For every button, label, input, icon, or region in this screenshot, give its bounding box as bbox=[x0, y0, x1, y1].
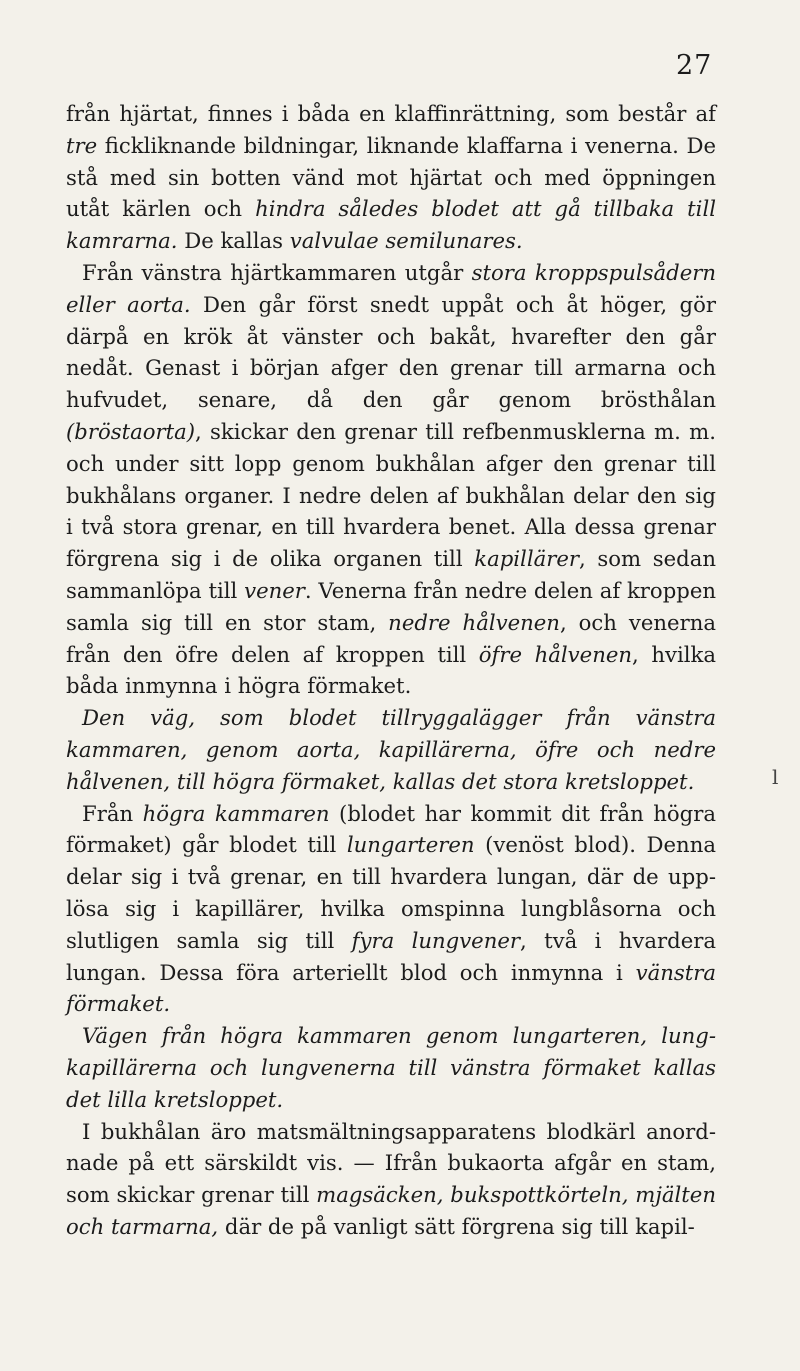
text-run: där de på vanligt sätt förgrena sig till kapil- bbox=[218, 1213, 695, 1239]
text-run: (venöst blod). Denna delar sig i två grenar, en till hvardera lungan, där de upplösa sig i kapillärer, hvilka omspinna lungblåsorna och slutligen samla sig till bbox=[66, 832, 716, 953]
paragraph bbox=[66, 798, 716, 1021]
page-number: 27 bbox=[676, 50, 713, 81]
text-run: Från vänstra hjärtkammaren utgår bbox=[82, 259, 472, 285]
text-run: (blodet har kommit dit från högra förmaket) går blodet till bbox=[66, 800, 717, 858]
text-run: , skickar den grenar till refbenmusklerna m. m. och under sitt lopp genom bukhålan afger den grenar till bukhålans organer. I nedre delen af bukhålan delar den sig i två stora grenar, en till hvardera benet. Alla dessa grenar förgrena sig i de olika organen till bbox=[66, 418, 716, 572]
paragraph bbox=[66, 702, 716, 797]
margin-mark: l bbox=[772, 765, 779, 789]
italic-text: stora kroppspulsådern eller aorta. bbox=[66, 259, 717, 317]
italic-text: Vägen från högra kammaren genom lungarteren, lungkapillärerna och lungvenerna till vänstra förmaket kallas det lilla kretsloppet. bbox=[66, 1023, 716, 1112]
text-run: , två i hvardera lungan. Dessa föra arteriellt blod och inmynna i bbox=[66, 927, 716, 985]
paragraph bbox=[66, 257, 716, 702]
text-run: Från bbox=[82, 800, 143, 826]
italic-text: kapillärer bbox=[474, 546, 580, 572]
italic-text: magsäcken, bukspottkörteln, mjälten och tarmarna, bbox=[66, 1182, 716, 1239]
italic-text: hindra således blodet att gå tillbaka till kamrarna. bbox=[66, 196, 717, 254]
italic-text: tre bbox=[66, 132, 98, 158]
italic-text: lungarteren bbox=[346, 832, 475, 858]
italic-text: nedre hålvenen bbox=[388, 609, 560, 635]
paragraph bbox=[66, 1020, 716, 1115]
text-run: fickliknande bildningar, liknande klaffarna i venerna. De stå med sin botten vänd mot hjärtat och med öppningen utåt kärlen och bbox=[66, 132, 716, 222]
italic-text: Den väg, som blodet tillryggalägger från vänstra kammaren, genom aorta, kapillärerna, öfre och nedre hålvenen, till högra förmaket, kallas det stora kretsloppet. bbox=[66, 705, 716, 794]
italic-text: fyra lungvener bbox=[351, 927, 521, 953]
text-run: . Venerna från nedre delen af kroppen samla sig till en stor stam, bbox=[66, 577, 717, 635]
body-text bbox=[66, 98, 716, 1243]
italic-text: (bröstaorta) bbox=[66, 418, 196, 444]
text-run: från hjärtat, finnes i båda en klaffinrättning, som består af bbox=[66, 101, 716, 126]
italic-text: högra kammaren bbox=[142, 800, 330, 826]
paragraph bbox=[66, 98, 716, 257]
text-run: I bukhålan äro matsmältningsapparatens blodkärl anordnade på ett särskildt vis. — Ifrån bukaorta afgår en stam, som skickar grenar till bbox=[66, 1118, 716, 1208]
italic-text: vänstra förmaket. bbox=[66, 959, 716, 1017]
text-run: De kallas bbox=[177, 228, 290, 254]
italic-text: valvulae semilunares. bbox=[289, 228, 523, 254]
text-run: , hvilka båda inmynna i högra förmaket. bbox=[66, 641, 716, 699]
text-run: Den går först snedt uppåt och åt höger, gör därpå en krök åt vänster och bakåt, hvarefter den går nedåt. Genast i början afger den grenar till armarna och hufvudet, senare, då den går genom brösthålan bbox=[66, 291, 716, 413]
paragraph bbox=[66, 1116, 716, 1243]
italic-text: vener bbox=[244, 577, 305, 603]
italic-text: öfre hålvenen bbox=[478, 641, 633, 667]
text-run: , som sedan sammanlöpa till bbox=[66, 546, 716, 603]
text-run: , och venerna från den öfre delen af kroppen till bbox=[66, 609, 716, 667]
